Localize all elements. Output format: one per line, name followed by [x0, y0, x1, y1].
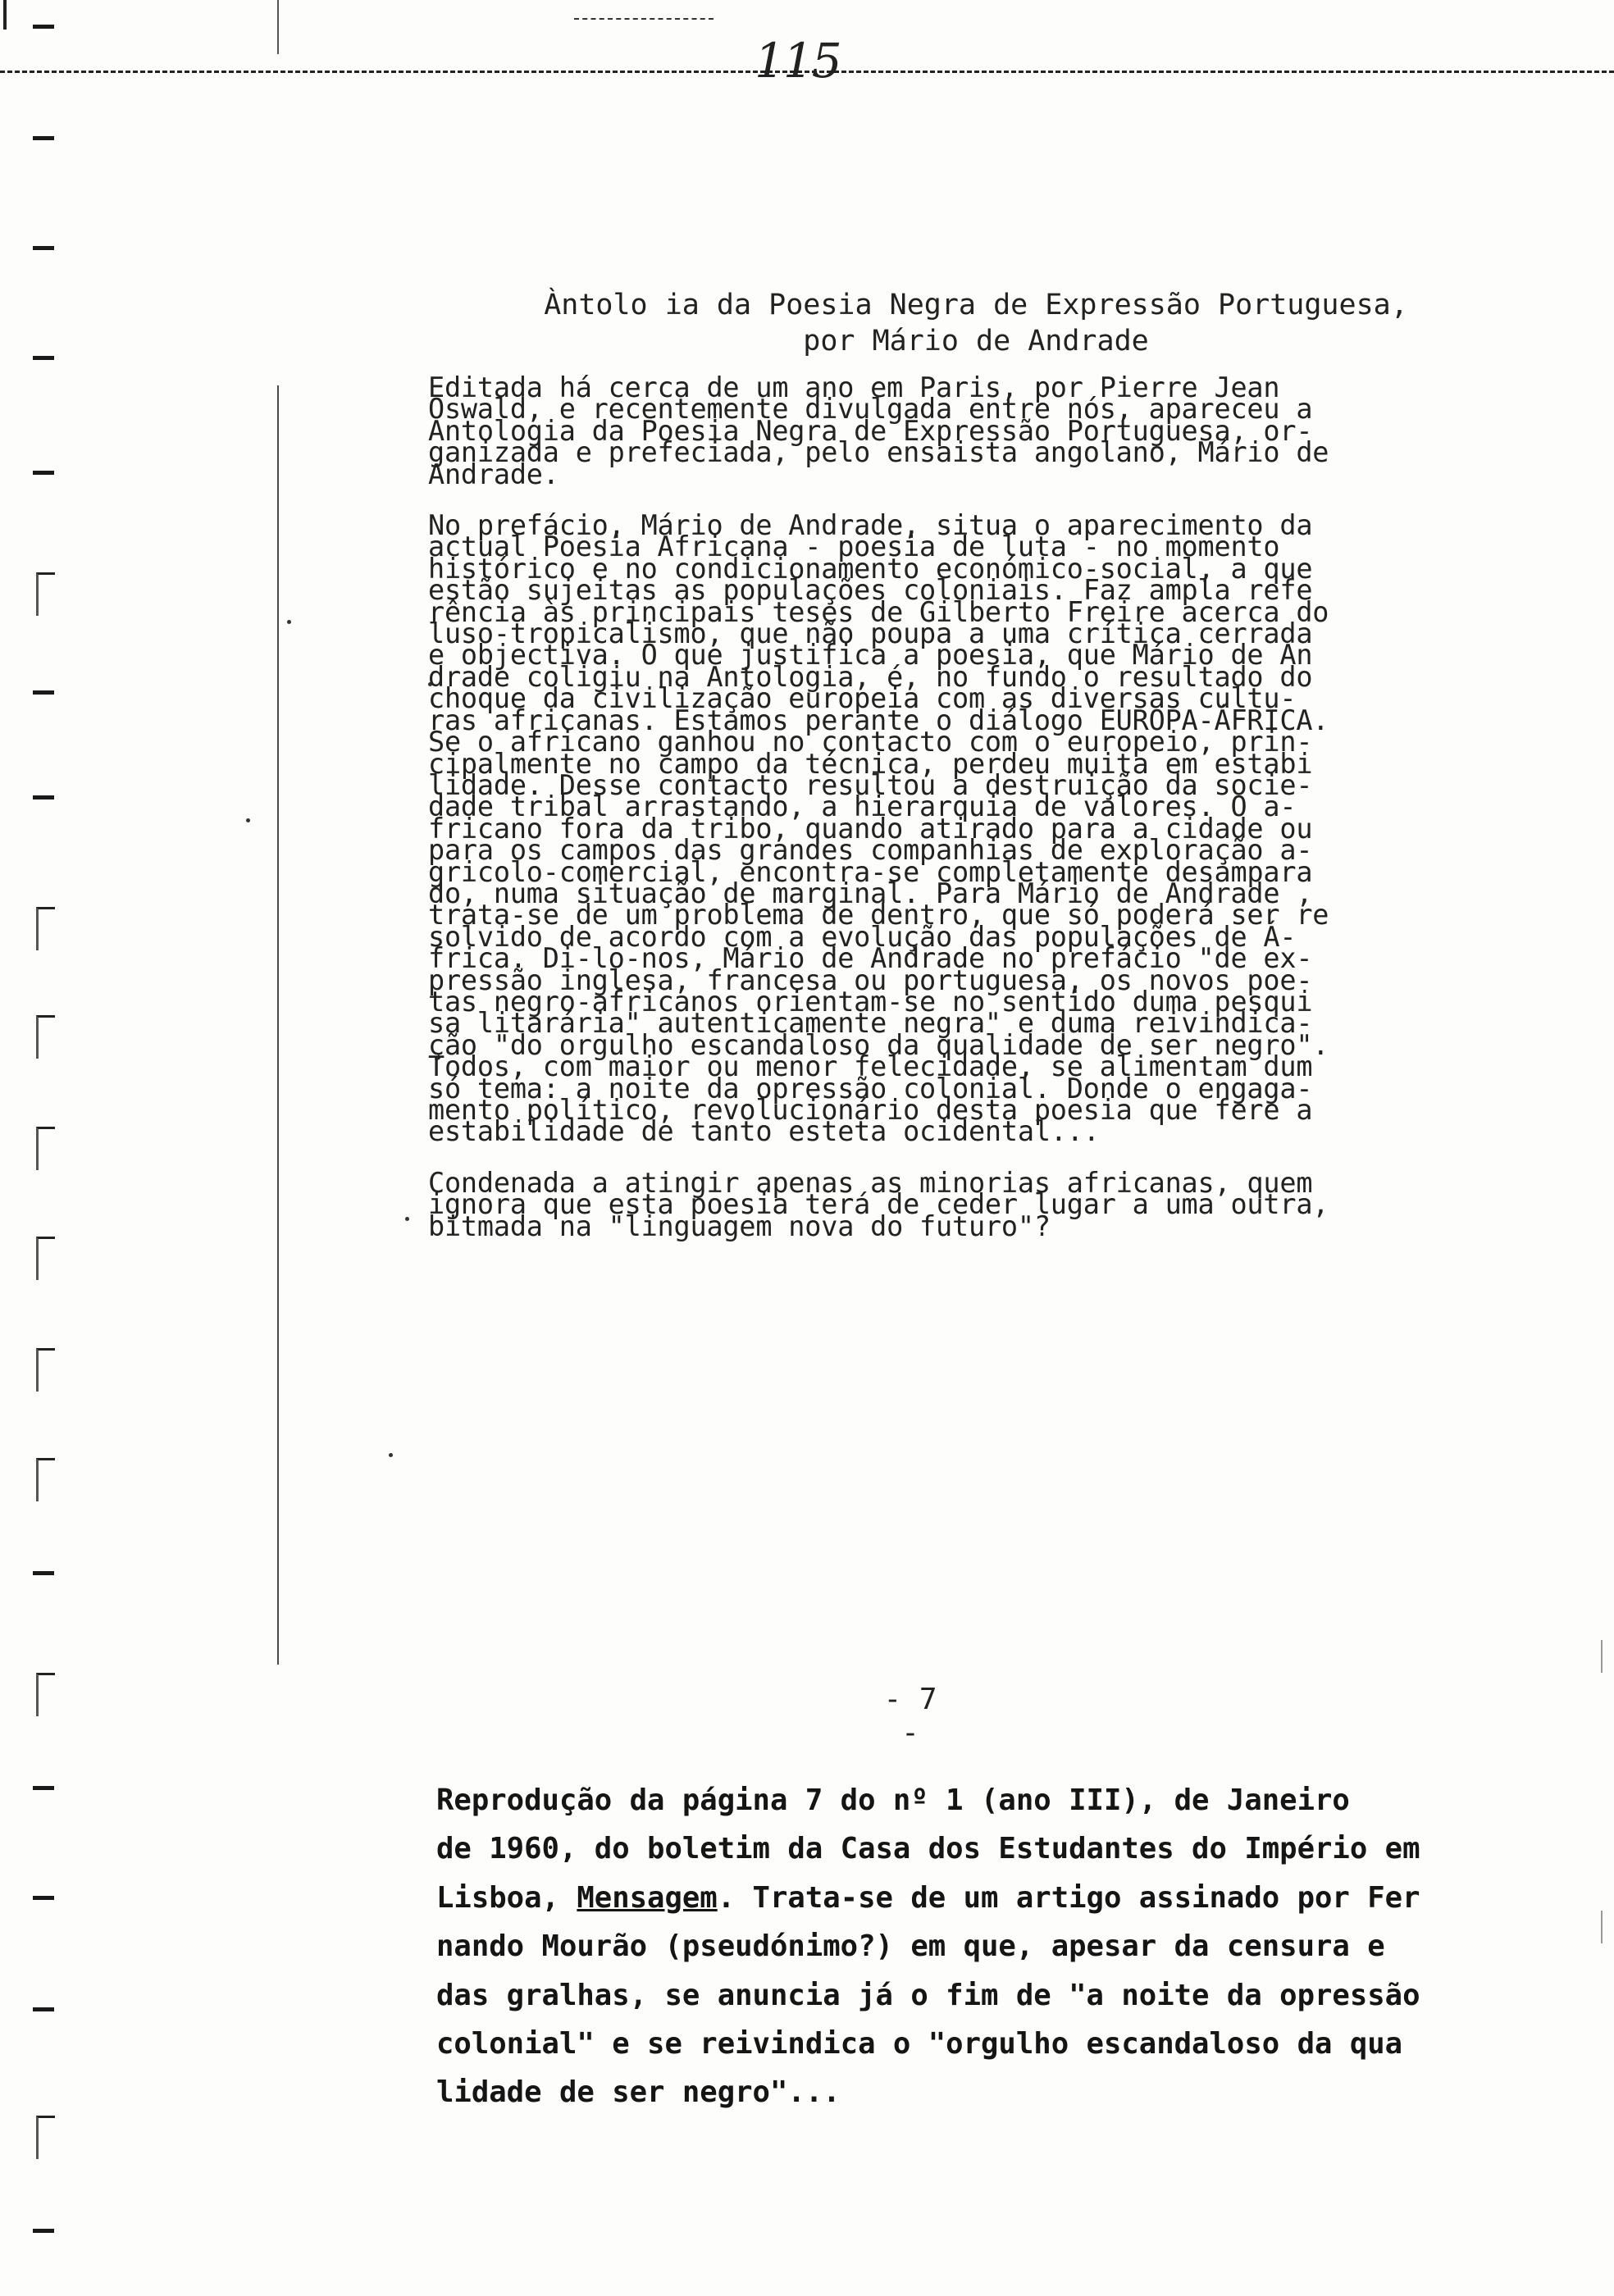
scan-top-dash [574, 18, 714, 20]
publication-title: Mensagem [577, 1880, 718, 1915]
stray-dot [405, 1217, 409, 1221]
scan-vertical-mark-top [277, 0, 279, 54]
article-page-number: - 7 - [883, 1683, 937, 1750]
article-paragraph: No prefácio, Mário de Andrade, situa o aparecimento da actual Poesia Africana - poesia de luta - no momento histórico e no condicionamento económico-social, a que estão sujeitas as populações coloniais. Faz ampla refe rência às principais teses de Gilberto Freire acerca do luso-tropicalismo, que não poupa a uma crítica cerrada e objectiva. O que justifica a poesia, que Mário de An drade coligiu na Antologia, é, no fundo o resultado do choque da civilização europeia com as diversas cultu- ras africanas. Estamos perante o diálogo EUROPA-ÁFRICA. Se o africano ganhou no contacto com o europeio, prin- cipalmente no campo da técnica, perdeu muita em estabi lidade. Desse contacto resultou a destruição da socie- dade tribal arrastando, a hierarquia de valores. O a- fricano fora da tribo, quando atirado para a cidade ou para os campos das grandes companhias de exploração a- gricolo-comercial, encontra-se completamente desampara do, numa situação de marginal. Para Mário de Andrade , trata-se de um problema de dentro, que só poderá ser re solvido de acordo com a evolução das populações de Á- frica. Di-lo-nos, Mário de Andrade no prefácio "de ex- pressão inglesa, francesa ou portuguesa, os novos poe- tas negro-africanos orientam-se no sentido duma pesqui sa litarária" autenticamente negra" e duma reivindica- ção "do orgulho escandaloso da qualidade de ser negro". Todos, com maior ou menor felecidade, se alimentam dum só tema: a noite da opressão colonial. Donde o engaga- mento político, revolucionário desta poesia que fere a estabilidade de tanto esteta ocidental... [428, 509, 1329, 1148]
scan-right-tick [1601, 1911, 1603, 1943]
margin-mark [33, 136, 54, 140]
margin-mark [33, 1571, 54, 1575]
margin-mark [33, 1896, 54, 1900]
caption-line: colonial" e se reivindica o "orgulho escandaloso da qua [436, 2027, 1403, 2061]
stray-dot [389, 1453, 393, 1457]
stray-dot [246, 818, 250, 822]
margin-mark [33, 471, 54, 475]
article-paragraph: Condenada a atingir apenas as minorias africanas, quem ignora que esta poesia terá de ceder lugar a uma outra, bitmada na "linguagem nova do futuro"? [428, 1166, 1329, 1242]
margin-bracket [36, 1127, 55, 1170]
scan-corner-mark [3, 0, 7, 30]
margin-bracket [36, 572, 55, 616]
margin-bracket [36, 2116, 55, 2159]
caption-line [436, 1874, 1584, 1922]
handwritten-page-number: 115 [755, 33, 841, 89]
margin-bracket [36, 1348, 55, 1392]
margin-bracket [36, 1673, 55, 1716]
stray-dot [287, 620, 291, 624]
margin-mark [33, 246, 54, 250]
article-body [428, 371, 1511, 1267]
caption-text: . Trata-se de um artigo assinado por Fer [717, 1880, 1420, 1915]
margin-mark [33, 690, 54, 695]
scan-right-tick [1601, 1640, 1603, 1673]
caption-line: nando Mourão (pseudónimo?) em que, apesar da censura e [436, 1929, 1385, 1964]
margin-bracket [36, 907, 55, 950]
caption-line: lidade de ser negro"... [436, 2075, 841, 2110]
margin-bracket [36, 1458, 55, 1501]
caption-line: de 1960, do boletim da Casa dos Estudantes do Império em [436, 1832, 1420, 1866]
margin-mark [33, 25, 54, 29]
article-title-line-1: Àntolo ia da Poesia Negra de Expressão Portuguesa, [544, 289, 1408, 321]
margin-mark [33, 1786, 54, 1790]
margin-mark [33, 356, 54, 360]
caption-line: das gralhas, se anuncia já o fim de "a noite da opressão [436, 1978, 1420, 2012]
margin-bracket [36, 1015, 55, 1059]
article-title [435, 287, 1517, 359]
caption [436, 1776, 1584, 2117]
caption-text: Lisboa, [436, 1880, 577, 1915]
column-rule [277, 385, 279, 1665]
margin-mark [33, 2007, 54, 2011]
article-paragraph: Editada há cerca de um ano em Paris, por Pierre Jean Oswald, e recentemente divulgada entre nós, apareceu a Antologia da Poesia Negra de Expressão Portuguesa, or- ganizada e prefeciada, pelo ensaista angolano, Mário de Andrade. [428, 371, 1329, 490]
margin-mark [33, 795, 54, 800]
caption-line: Reprodução da página 7 do nº 1 (ano III), de Janeiro [436, 1784, 1350, 1817]
article-title-line-2: por Mário de Andrade [803, 325, 1149, 358]
margin-mark [33, 2229, 54, 2233]
margin-bracket [36, 1237, 55, 1280]
